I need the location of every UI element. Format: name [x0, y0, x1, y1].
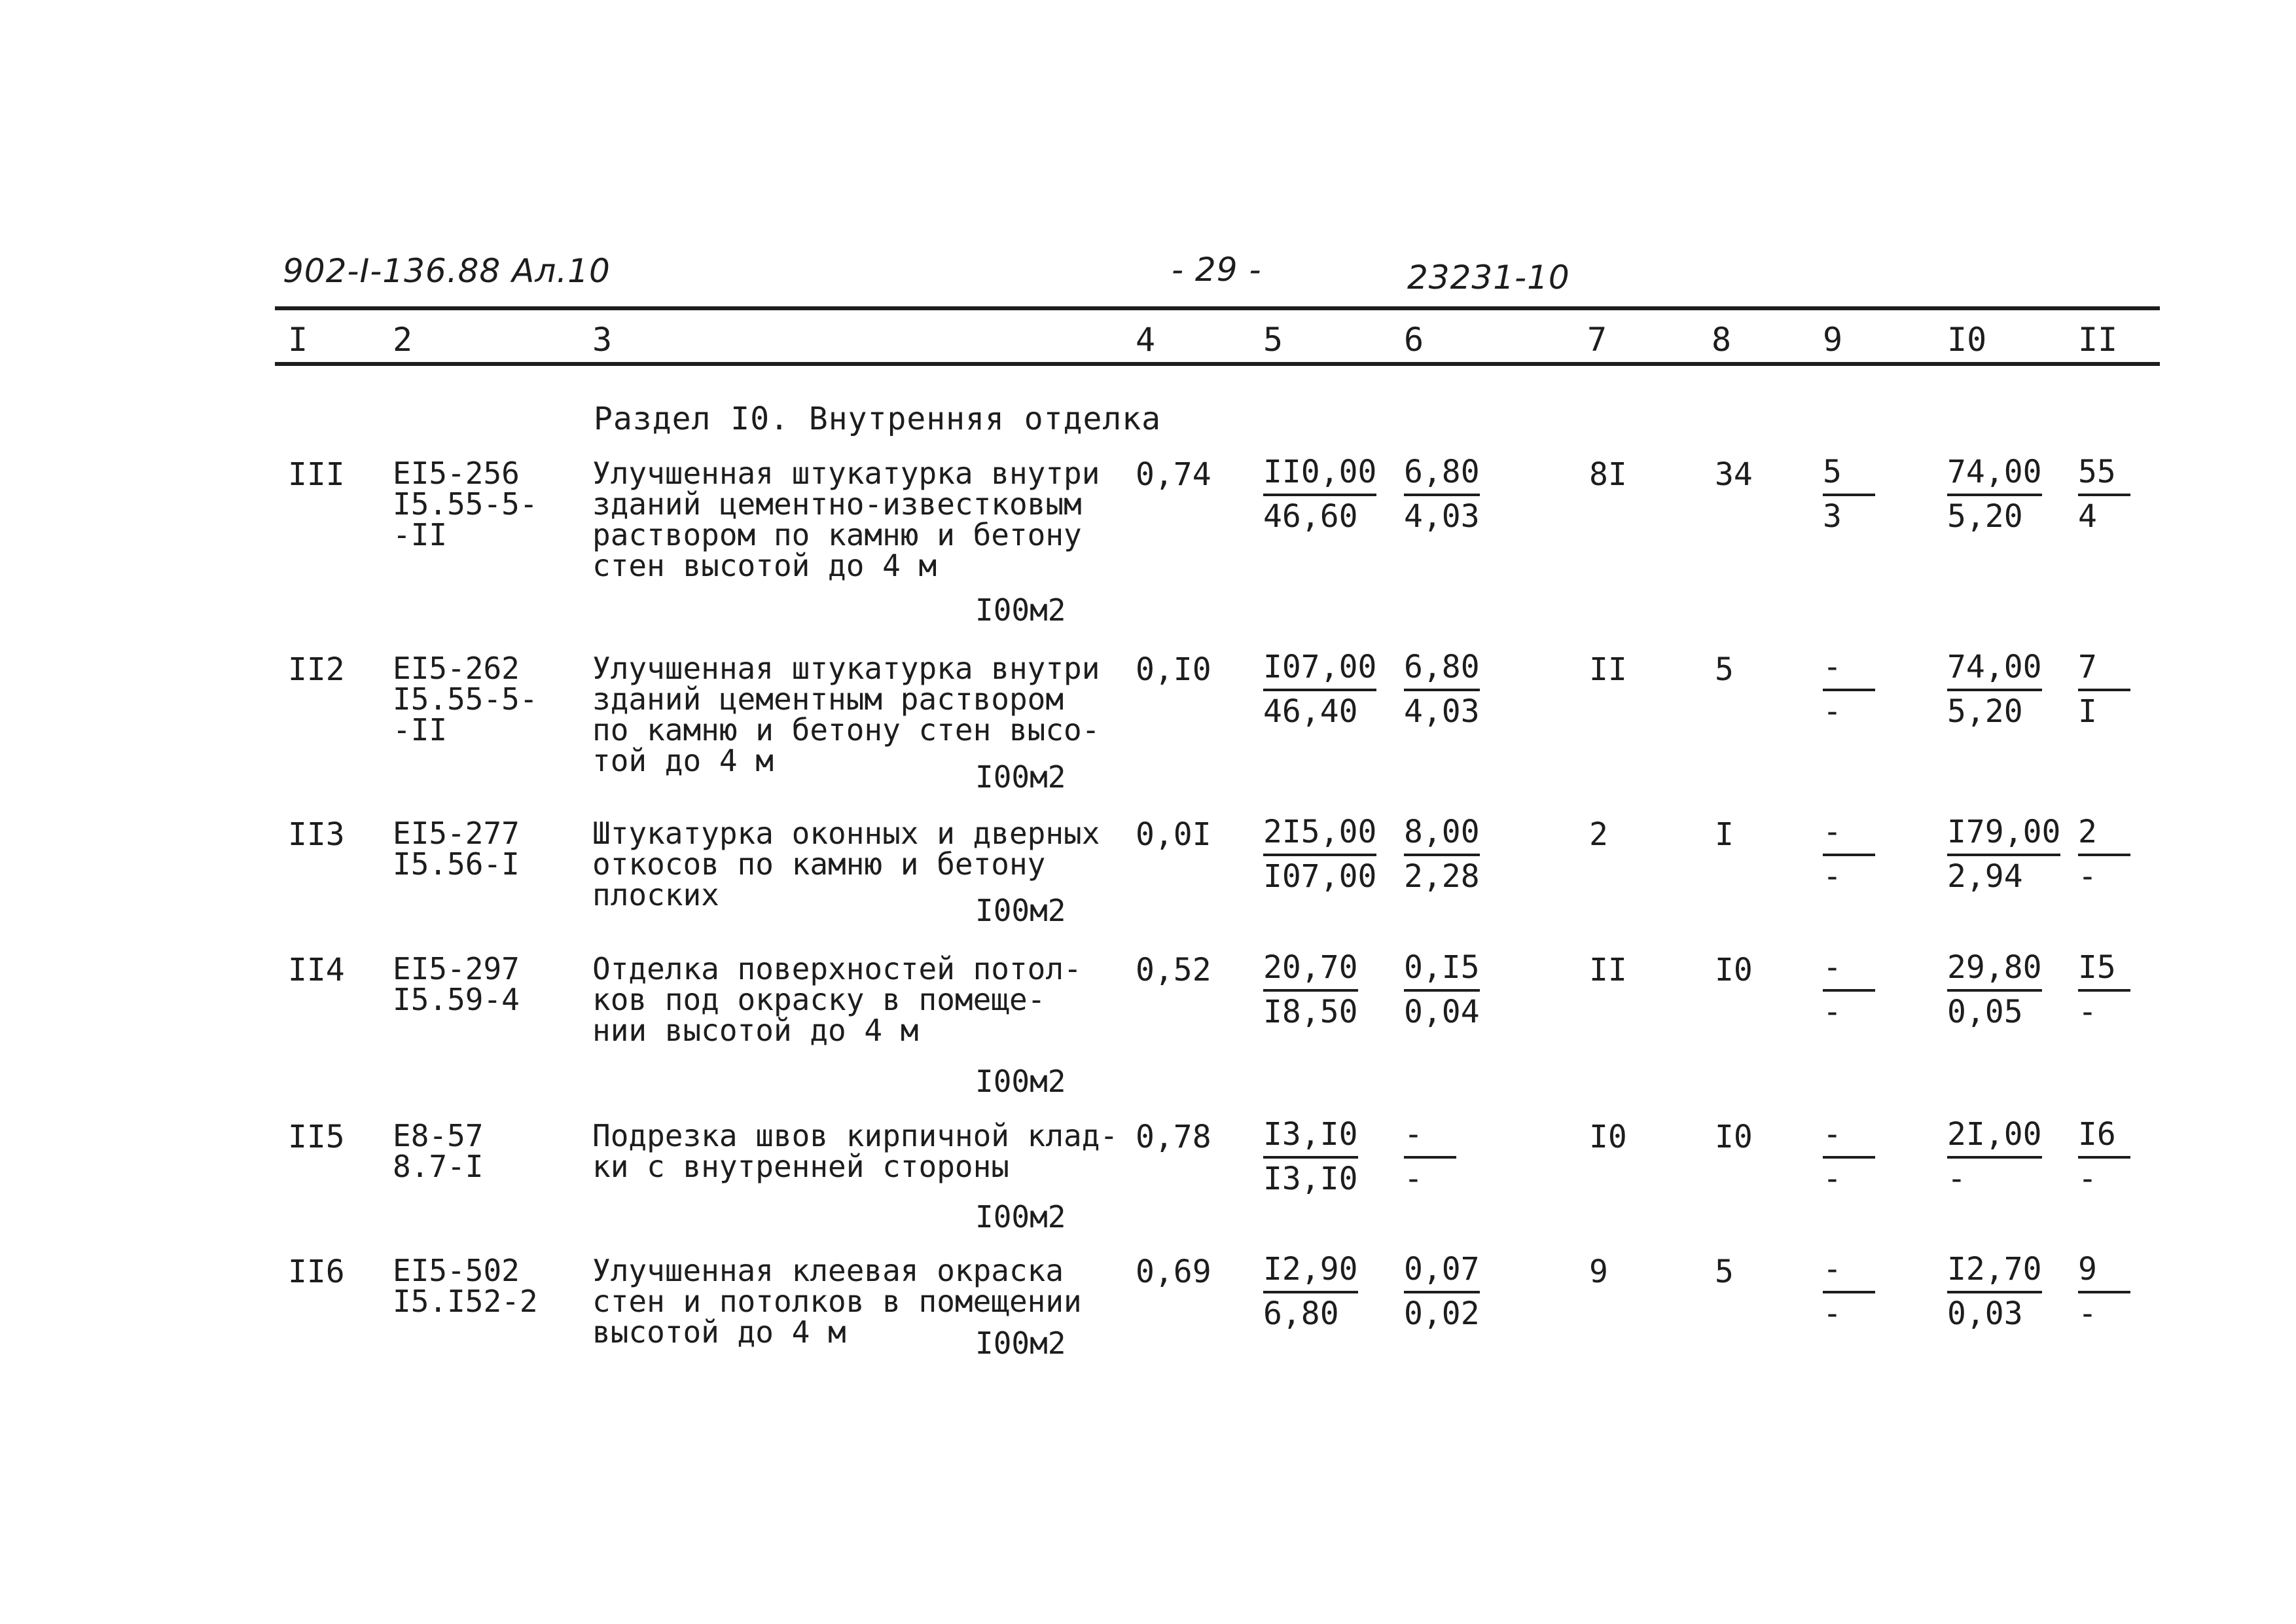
row-unit: I00м2: [975, 1199, 1066, 1235]
row-description-line: плоских: [592, 877, 719, 912]
row-col11: [2078, 951, 2130, 1032]
row-description-line: Штукатурка оконных и дверных: [592, 816, 1100, 851]
row-description-line: зданий цементным раствором: [592, 681, 1064, 717]
row-description-line: Улучшенная штукатурка внутри: [592, 651, 1100, 686]
row-col9-numerator: -: [1823, 651, 1875, 691]
row-unit: I00м2: [975, 592, 1066, 628]
row-col6-denominator: 0,02: [1404, 1295, 1480, 1332]
row-col10-numerator: 74,00: [1947, 456, 2042, 496]
row-col7: II: [1589, 952, 1627, 988]
row-col11-denominator: -: [2078, 1295, 2097, 1332]
row-col6: [1404, 1118, 1456, 1199]
row-col6-denominator: 0,04: [1404, 994, 1480, 1030]
row-col6: [1404, 951, 1480, 1032]
row-description-line: Подрезка швов кирпичной клад-: [592, 1118, 1119, 1153]
column-header-1: I: [288, 321, 308, 359]
row-col11-denominator: -: [2078, 858, 2097, 895]
column-header-3: 3: [592, 321, 613, 359]
row-col6: [1404, 456, 1480, 537]
table-header-rule: [275, 362, 2160, 366]
row-col6-denominator: 2,28: [1404, 858, 1480, 895]
row-code: EI5-297: [393, 951, 520, 986]
row-code: EI5-502: [393, 1253, 520, 1288]
row-quantity: 0,78: [1136, 1119, 1211, 1155]
row-unit: I00м2: [975, 1064, 1066, 1099]
row-col6-numerator: 6,80: [1404, 651, 1480, 691]
row-col6-denominator: -: [1404, 1161, 1423, 1197]
row-col6-numerator: 6,80: [1404, 456, 1480, 496]
row-col11-denominator: I: [2078, 693, 2097, 730]
row-col9-numerator: -: [1823, 1253, 1875, 1293]
row-unit: I00м2: [975, 1326, 1066, 1361]
row-col6: [1404, 816, 1480, 897]
row-col7: 2: [1589, 816, 1608, 853]
row-col5-numerator: I07,00: [1263, 651, 1376, 691]
row-col10: [1947, 651, 2042, 732]
row-unit: I00м2: [975, 759, 1066, 795]
row-unit: I00м2: [975, 893, 1066, 928]
row-col5-denominator: I07,00: [1263, 858, 1377, 895]
row-col11-numerator: 2: [2078, 816, 2130, 856]
row-description-line: Улучшенная клеевая окраска: [592, 1253, 1064, 1288]
row-col10-numerator: I2,70: [1947, 1253, 2042, 1293]
row-col8: 5: [1715, 1254, 1734, 1290]
row-description-line: той до 4 м: [592, 743, 774, 778]
column-header-11: II: [2078, 321, 2118, 359]
row-col5-denominator: 46,60: [1263, 498, 1358, 535]
row-col5-numerator: 20,70: [1263, 951, 1358, 992]
row-description-line: зданий цементно-известковым: [592, 486, 1082, 522]
row-code: EI5-256: [393, 456, 520, 491]
row-col10-denominator: 5,20: [1947, 498, 2023, 535]
row-col6-numerator: 0,07: [1404, 1253, 1480, 1293]
document-id: 23231-10: [1407, 259, 1570, 297]
row-col7: II: [1589, 651, 1627, 688]
row-number: II5: [288, 1119, 345, 1155]
row-description-line: Отделка поверхностей потол-: [592, 951, 1082, 986]
row-col9-denominator: -: [1823, 693, 1842, 730]
row-col6-denominator: 4,03: [1404, 498, 1480, 535]
row-number: III: [288, 456, 345, 493]
row-col10-denominator: 0,03: [1947, 1295, 2023, 1332]
row-col8: 34: [1715, 456, 1753, 493]
row-col9: [1823, 456, 1875, 537]
row-col5-denominator: 6,80: [1263, 1295, 1339, 1332]
row-col6-numerator: 8,00: [1404, 816, 1480, 856]
row-col10-numerator: I79,00: [1947, 816, 2060, 856]
row-code: 8.7-I: [393, 1149, 484, 1184]
row-code: I5.I52-2: [393, 1284, 538, 1319]
row-col5: [1263, 951, 1358, 1032]
row-col5-numerator: I2,90: [1263, 1253, 1358, 1293]
row-col11-numerator: 55: [2078, 456, 2130, 496]
column-header-6: 6: [1404, 321, 1424, 359]
row-number: II2: [288, 651, 345, 688]
row-col8: 5: [1715, 651, 1734, 688]
row-col11-denominator: 4: [2078, 498, 2097, 535]
column-header-4: 4: [1136, 321, 1156, 359]
row-code: I5.59-4: [393, 982, 520, 1017]
row-description-line: раствором по камню и бетону: [592, 517, 1082, 552]
row-col9-numerator: -: [1823, 951, 1875, 992]
row-col5-denominator: I3,I0: [1263, 1161, 1358, 1197]
row-col9: [1823, 1253, 1875, 1334]
row-col5-numerator: II0,00: [1263, 456, 1376, 496]
row-number: II4: [288, 952, 345, 988]
row-description-line: стен высотой до 4 м: [592, 548, 937, 583]
row-col8: I0: [1715, 952, 1753, 988]
row-code: E8-57: [393, 1118, 484, 1153]
row-col5: [1263, 816, 1376, 897]
row-col9: [1823, 816, 1875, 897]
row-col9: [1823, 1118, 1875, 1199]
row-quantity: 0,0I: [1136, 816, 1211, 853]
row-col11: [2078, 1253, 2130, 1334]
row-quantity: 0,52: [1136, 952, 1211, 988]
row-col5-denominator: I8,50: [1263, 994, 1358, 1030]
row-col8: I: [1715, 816, 1734, 853]
row-description-line: Улучшенная штукатурка внутри: [592, 456, 1100, 491]
page-number: - 29 -: [1172, 251, 1262, 289]
row-col6-numerator: -: [1404, 1118, 1456, 1159]
row-quantity: 0,69: [1136, 1254, 1211, 1290]
row-col10: [1947, 1253, 2042, 1334]
row-col9-numerator: -: [1823, 816, 1875, 856]
section-title: Раздел I0. Внутренняя отделка: [594, 401, 1162, 437]
row-col9-denominator: -: [1823, 994, 1842, 1030]
row-col11: [2078, 816, 2130, 897]
row-col10-numerator: 2I,00: [1947, 1118, 2042, 1159]
row-col10: [1947, 456, 2042, 537]
row-col6: [1404, 651, 1480, 732]
row-description-line: нии высотой до 4 м: [592, 1013, 919, 1048]
row-col10-denominator: 0,05: [1947, 994, 2023, 1030]
row-col5: [1263, 1118, 1358, 1199]
row-description-line: высотой до 4 м: [592, 1314, 846, 1350]
row-description-line: стен и потолков в помещении: [592, 1284, 1082, 1319]
row-col11: [2078, 456, 2130, 537]
row-col7: I0: [1589, 1119, 1627, 1155]
row-col5: [1263, 651, 1376, 732]
row-col9-denominator: -: [1823, 858, 1842, 895]
row-description-line: по камню и бетону стен высо-: [592, 712, 1100, 748]
column-header-10: I0: [1947, 321, 1987, 359]
row-col9: [1823, 651, 1875, 732]
row-col11: [2078, 651, 2130, 732]
column-header-2: 2: [393, 321, 413, 359]
row-code: -II: [393, 712, 448, 748]
row-col9-denominator: -: [1823, 1161, 1842, 1197]
row-code: I5.56-I: [393, 846, 520, 882]
row-col10-numerator: 74,00: [1947, 651, 2042, 691]
row-col5: [1263, 1253, 1358, 1334]
table-top-rule: [275, 306, 2160, 310]
row-col5: [1263, 456, 1376, 537]
column-header-8: 8: [1712, 321, 1732, 359]
row-col11-denominator: -: [2078, 994, 2097, 1030]
row-col9: [1823, 951, 1875, 1032]
row-col5-numerator: 2I5,00: [1263, 816, 1376, 856]
row-col11-denominator: -: [2078, 1161, 2097, 1197]
row-col10-numerator: 29,80: [1947, 951, 2042, 992]
row-col10: [1947, 951, 2042, 1032]
row-col10: [1947, 1118, 2042, 1199]
row-code: I5.55-5-: [393, 486, 538, 522]
column-header-7: 7: [1587, 321, 1607, 359]
row-col7: 9: [1589, 1254, 1608, 1290]
row-col5-denominator: 46,40: [1263, 693, 1358, 730]
column-header-5: 5: [1263, 321, 1283, 359]
row-col9-numerator: -: [1823, 1118, 1875, 1159]
row-col11-numerator: I5: [2078, 951, 2130, 992]
column-header-9: 9: [1823, 321, 1843, 359]
row-col11-numerator: I6: [2078, 1118, 2130, 1159]
row-number: II3: [288, 816, 345, 853]
row-number: II6: [288, 1254, 345, 1290]
row-code: EI5-277: [393, 816, 520, 851]
row-code: -II: [393, 517, 448, 552]
row-code: I5.55-5-: [393, 681, 538, 717]
row-quantity: 0,I0: [1136, 651, 1211, 688]
row-description-line: откосов по камню и бетону: [592, 846, 1046, 882]
row-col10-denominator: 5,20: [1947, 693, 2023, 730]
row-col9-numerator: 5: [1823, 456, 1875, 496]
row-col10-denominator: 2,94: [1947, 858, 2023, 895]
row-col9-denominator: -: [1823, 1295, 1842, 1332]
document-code: 902-I-136.88 Ал.10: [283, 252, 611, 290]
row-col9-denominator: 3: [1823, 498, 1842, 535]
row-col11: [2078, 1118, 2130, 1199]
row-quantity: 0,74: [1136, 456, 1211, 493]
row-col8: I0: [1715, 1119, 1753, 1155]
row-col6: [1404, 1253, 1480, 1334]
row-description-line: ков под окраску в помеще-: [592, 982, 1046, 1017]
row-col10: [1947, 816, 2060, 897]
row-col11-numerator: 7: [2078, 651, 2130, 691]
row-col11-numerator: 9: [2078, 1253, 2130, 1293]
row-col5-numerator: I3,I0: [1263, 1118, 1358, 1159]
row-col6-numerator: 0,I5: [1404, 951, 1480, 992]
row-code: EI5-262: [393, 651, 520, 686]
row-col10-denominator: -: [1947, 1161, 1966, 1197]
row-col7: 8I: [1589, 456, 1627, 493]
row-col6-denominator: 4,03: [1404, 693, 1480, 730]
row-description-line: ки с внутренней стороны: [592, 1149, 1009, 1184]
